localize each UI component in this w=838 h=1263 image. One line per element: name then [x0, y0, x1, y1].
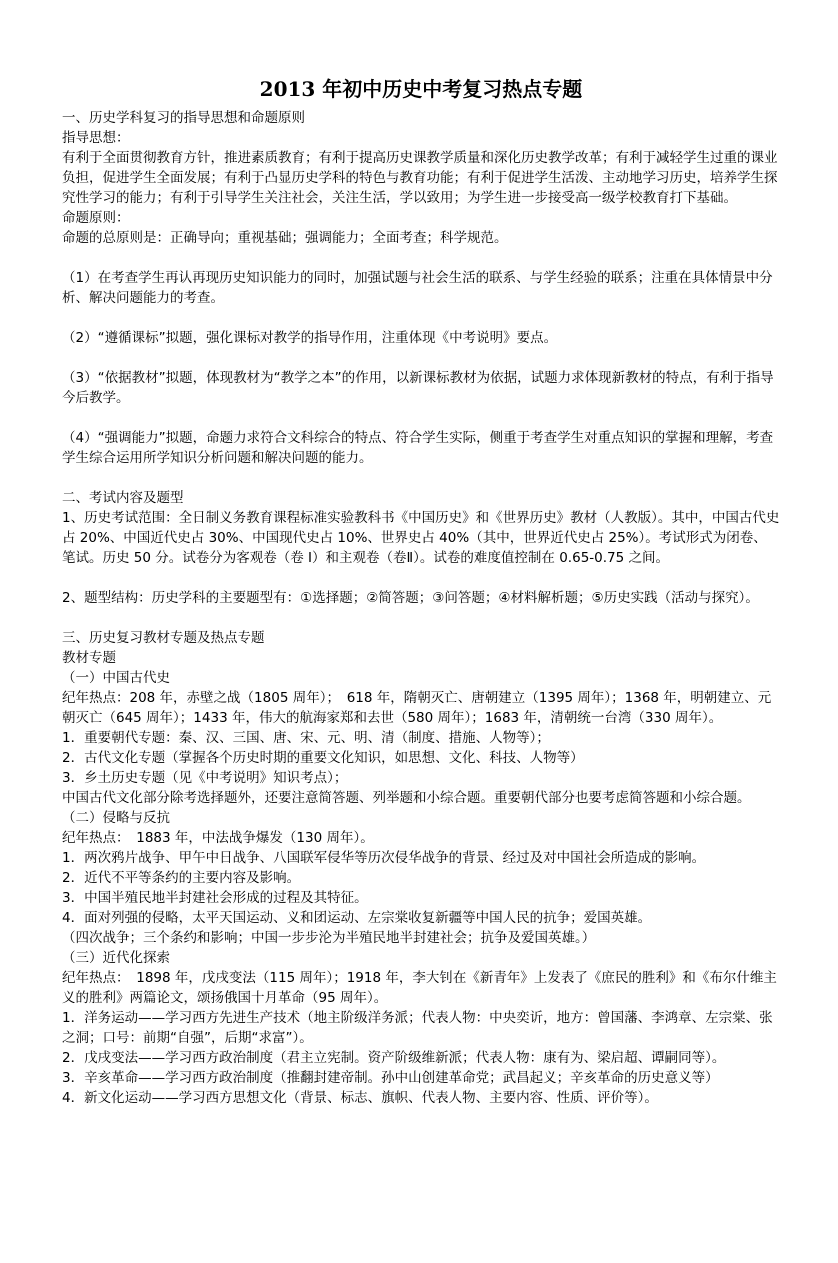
- paragraph-line: 3．中国半殖民地半封建社会形成的过程及其特征。: [62, 890, 368, 906]
- paragraph-line: 纪年热点： 1883 年，中法战争爆发（130 周年）。: [62, 830, 374, 846]
- paragraph-line: 2．古代文化专题（掌握各个历史时期的重要文化知识，如思想、文化、科技、人物等）: [62, 750, 584, 766]
- paragraph-line: 1．重要朝代专题：秦、汉、三国、唐、宋、元、明、清（制度、措施、人物等）；: [62, 730, 550, 746]
- blank-line: [62, 608, 780, 628]
- paragraph-line: 3．辛亥革命——学习西方政治制度（推翻封建帝制。孙中山创建革命党；武昌起义；辛亥革命的历史意义等）: [62, 1070, 719, 1086]
- paragraph-line: 纪年热点：208 年，赤壁之战（1805 周年）； 618 年，隋朝灭亡、唐朝建立（1395 周年）；1368 年，明朝建立、元朝灭亡（645 周年）；1433 年，伟大的航海家郑和去世（580 周年）；1683 年，清朝统一台湾（330 周年）。: [62, 690, 772, 726]
- paragraph-line: 教材专题: [62, 650, 116, 666]
- blank-line: [62, 568, 780, 588]
- paragraph-line: 1．两次鸦片战争、甲午中日战争、八国联军侵华等历次侵华战争的背景、经过及对中国社会所造成的影响。: [62, 850, 706, 866]
- paragraph-line: （四次战争；三个条约和影响；中国一步步沦为半殖民地半封建社会；抗争及爱国英雄。）: [62, 930, 596, 946]
- blank-line: [62, 248, 780, 268]
- paragraph-line: 命题原则：: [62, 210, 130, 226]
- blank-line: [62, 468, 780, 488]
- document-page: [62, 74, 780, 1108]
- paragraph-line: （4）“强调能力”拟题，命题力求符合文科综合的特点、符合学生实际，侧重于考查学生对重点知识的掌握和理解，考查学生综合运用所学知识分析问题和解决问题的能力。: [62, 430, 774, 466]
- paragraph-line: 2、题型结构：历史学科的主要题型有：①选择题；②简答题；③问答题；④材料解析题；⑤历史实践（活动与探究）。: [62, 590, 759, 606]
- paragraph-line: 二、考试内容及题型: [62, 490, 184, 506]
- paragraph-line: 2．戊戌变法——学习西方政治制度（君主立宪制。资产阶级维新派；代表人物：康有为、梁启超、谭嗣同等）。: [62, 1050, 726, 1066]
- paragraph-line: 有利于全面贯彻教育方针，推进素质教育；有利于提高历史课教学质量和深化历史教学改革；有利于减轻学生过重的课业负担，促进学生全面发展；有利于凸显历史学科的特色与教育功能；有利于促进学生活泼、主动地学习历史，培养学生探究性学习的能力；有利于引导学生关注社会，关注生活，学以致用；为学生进一步接受高一级学校教育打下基础。: [62, 150, 778, 206]
- document-title: 2013 年初中历史中考复习热点专题: [259, 77, 583, 101]
- paragraph-line: （三）近代化探索: [62, 950, 170, 966]
- paragraph-line: 纪年热点： 1898 年，戊戌变法（115 周年）；1918 年，李大钊在《新青年》上发表了《庶民的胜利》和《布尔什维主义的胜利》两篇论文，颂扬俄国十月革命（95 周年）。: [62, 970, 777, 1006]
- paragraph-line: 三、历史复习教材专题及热点专题: [62, 630, 265, 646]
- paragraph-line: 1．洋务运动——学习西方先进生产技术（地主阶级洋务派；代表人物：中央奕䜣，地方：曾国藩、李鸿章、左宗棠、张之洞；口号：前期“自强”，后期“求富”）。: [62, 1010, 773, 1046]
- paragraph-line: 3．乡土历史专题（见《中考说明》知识考点）；: [62, 770, 348, 786]
- blank-line: [62, 348, 780, 368]
- paragraph-line: 中国古代文化部分除考选择题外，还要注意简答题、列举题和小综合题。重要朝代部分也要考虑简答题和小综合题。: [62, 790, 751, 806]
- blank-line: [62, 308, 780, 328]
- paragraph-line: （一）中国古代史: [62, 670, 170, 686]
- blank-line: [62, 408, 780, 428]
- paragraph-line: （二）侵略与反抗: [62, 810, 170, 826]
- paragraph-line: （2）“遵循课标”拟题，强化课标对教学的指导作用，注重体现《中考说明》要点。: [62, 330, 558, 346]
- paragraph-line: 2．近代不平等条约的主要内容及影响。: [62, 870, 301, 886]
- paragraph-line: 4．新文化运动——学习西方思想文化（背景、标志、旗帜、代表人物、主要内容、性质、评价等）。: [62, 1090, 658, 1106]
- paragraph-line: （1）在考查学生再认再现历史知识能力的同时，加强试题与社会生活的联系、与学生经验的联系；注重在具体情景中分析、解决问题能力的考查。: [62, 270, 773, 306]
- document-body: [62, 108, 780, 1108]
- paragraph-line: 命题的总原则是：正确导向；重视基础；强调能力；全面考查；科学规范。: [62, 230, 508, 246]
- paragraph-line: 1、历史考试范围：全日制义务教育课程标准实验教科书《中国历史》和《世界历史》教材（人教版）。其中，中国古代史占 20%、中国近代史占 30%、中国现代史占 10%、世界史占 40%（其中，世界近代史占 25%）。考试形式为闭卷、笔试。历史 50 分。试卷分为客观卷（卷 I）和主观卷（卷Ⅱ）。试卷的难度值控制在 0.65-0.75 之间。: [62, 510, 780, 566]
- paragraph-line: （3）“依据教材”拟题，体现教材为“教学之本”的作用，以新课标教材为依据，试题力求体现新教材的特点，有利于指导今后教学。: [62, 370, 774, 406]
- paragraph-line: 指导思想：: [62, 130, 130, 146]
- paragraph-line: 一、历史学科复习的指导思想和命题原则: [62, 110, 305, 126]
- paragraph-line: 4．面对列强的侵略，太平天国运动、义和团运动、左宗棠收复新疆等中国人民的抗争；爱国英雄。: [62, 910, 652, 926]
